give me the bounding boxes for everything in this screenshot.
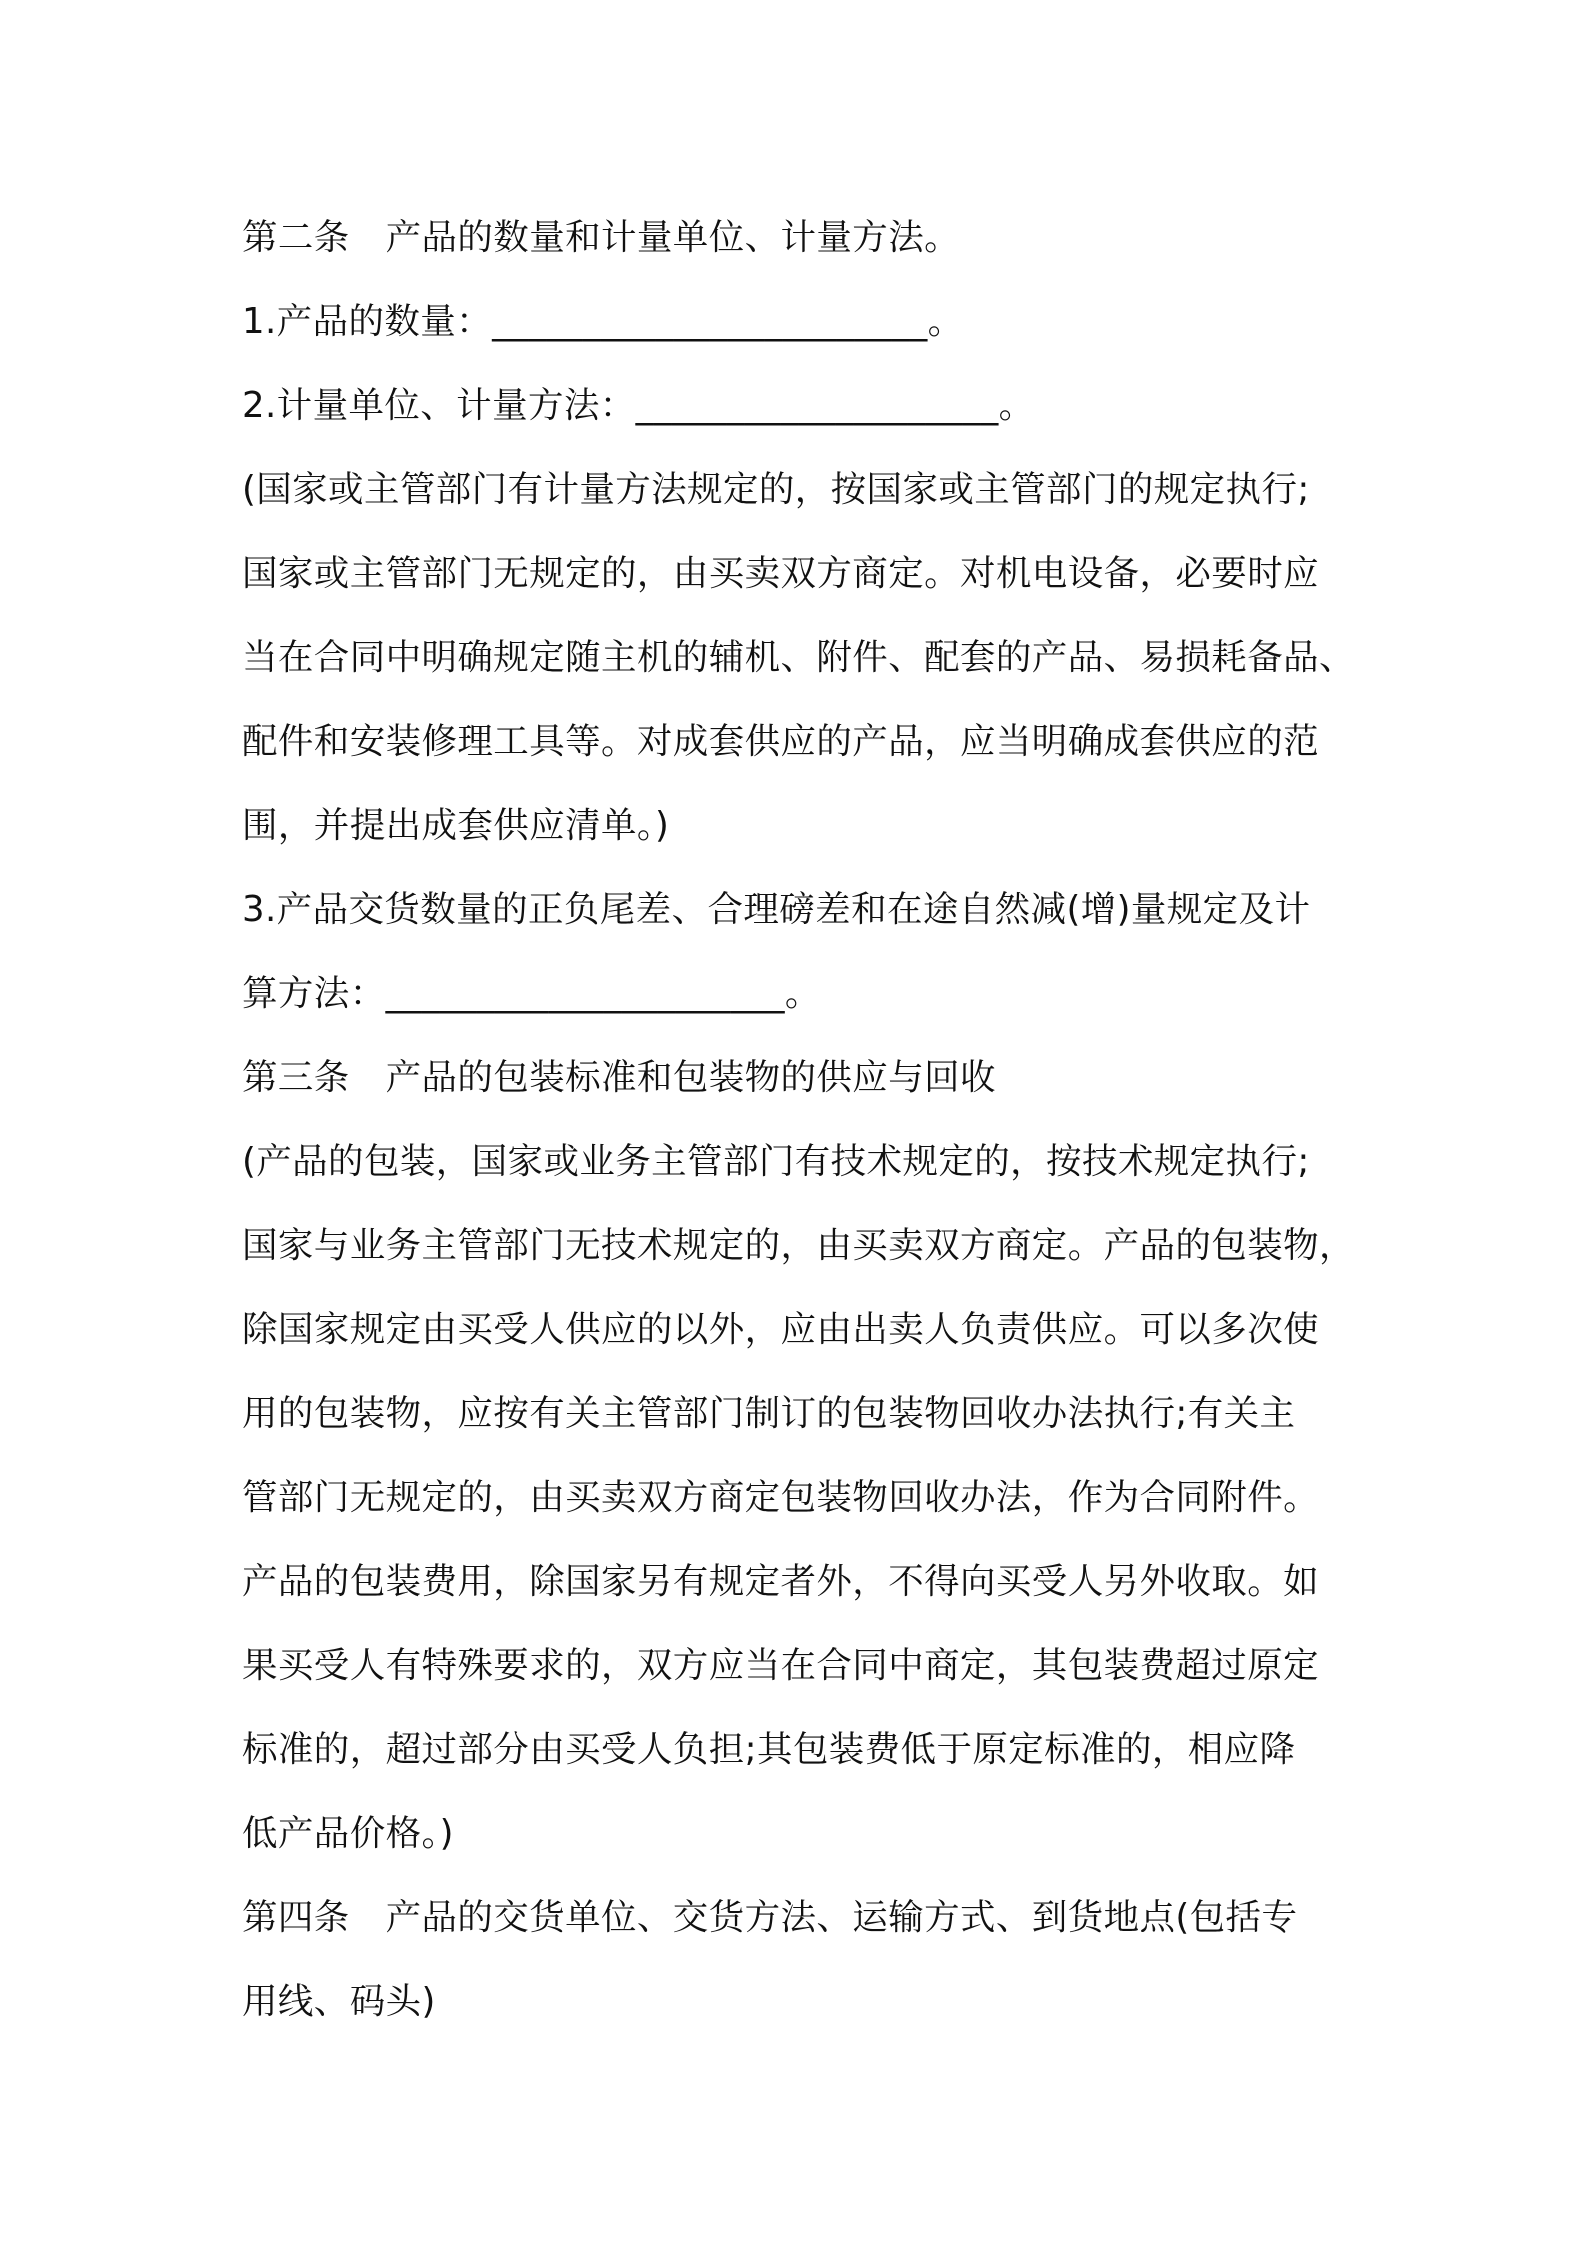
paragraph-line: 当在合同中明确规定随主机的辅机、附件、配套的产品、易损耗备品、: [242, 637, 1355, 678]
paragraph-line: 用的包装物，应按有关主管部门制订的包装物回收办法执行;有关主: [242, 1393, 1296, 1434]
paragraph-line: 管部门无规定的，由买卖双方商定包装物回收办法，作为合同附件。: [242, 1477, 1320, 1518]
paragraph-line: 果买受人有特殊要求的，双方应当在合同中商定，其包装费超过原定: [242, 1645, 1320, 1686]
article-3-heading: 第三条 产品的包装标准和包装物的供应与回收: [242, 1057, 996, 1098]
calculation-method-line: 算方法：______________________。: [242, 973, 821, 1014]
paragraph-line: 低产品价格。): [242, 1813, 454, 1854]
paragraph-line: (国家或主管部门有计量方法规定的，按国家或主管部门的规定执行;: [242, 469, 1310, 510]
paragraph-line: 配件和安装修理工具等。对成套供应的产品，应当明确成套供应的范: [242, 721, 1320, 762]
delivery-tolerance-line: 3.产品交货数量的正负尾差、合理磅差和在途自然减(增)量规定及计: [242, 889, 1311, 930]
article-4-heading: 第四条 产品的交货单位、交货方法、运输方式、到货地点(包括专: [242, 1897, 1298, 1938]
paragraph-line: 产品的包装费用，除国家另有规定者外，不得向买受人另外收取。如: [242, 1561, 1320, 1602]
paragraph-line: 国家或主管部门无规定的，由买卖双方商定。对机电设备，必要时应: [242, 553, 1320, 594]
article-2-heading: 第二条 产品的数量和计量单位、计量方法。: [242, 217, 961, 258]
article-4-heading-continued: 用线、码头): [242, 1981, 436, 2022]
document-page: [242, 196, 1362, 2044]
paragraph-line: 国家与业务主管部门无技术规定的，由买卖双方商定。产品的包装物，: [242, 1225, 1355, 1266]
paragraph-line: 围，并提出成套供应清单。): [242, 805, 670, 846]
measurement-unit-line: 2.计量单位、计量方法：____________________。: [242, 385, 1035, 426]
paragraph-line: 除国家规定由买受人供应的以外，应由出卖人负责供应。可以多次使: [242, 1309, 1320, 1350]
paragraph-line: 标准的，超过部分由买受人负担;其包装费低于原定标准的，相应降: [242, 1729, 1296, 1770]
product-quantity-line: 1.产品的数量：________________________。: [242, 301, 964, 342]
paragraph-line: (产品的包装，国家或业务主管部门有技术规定的，按技术规定执行;: [242, 1141, 1310, 1182]
